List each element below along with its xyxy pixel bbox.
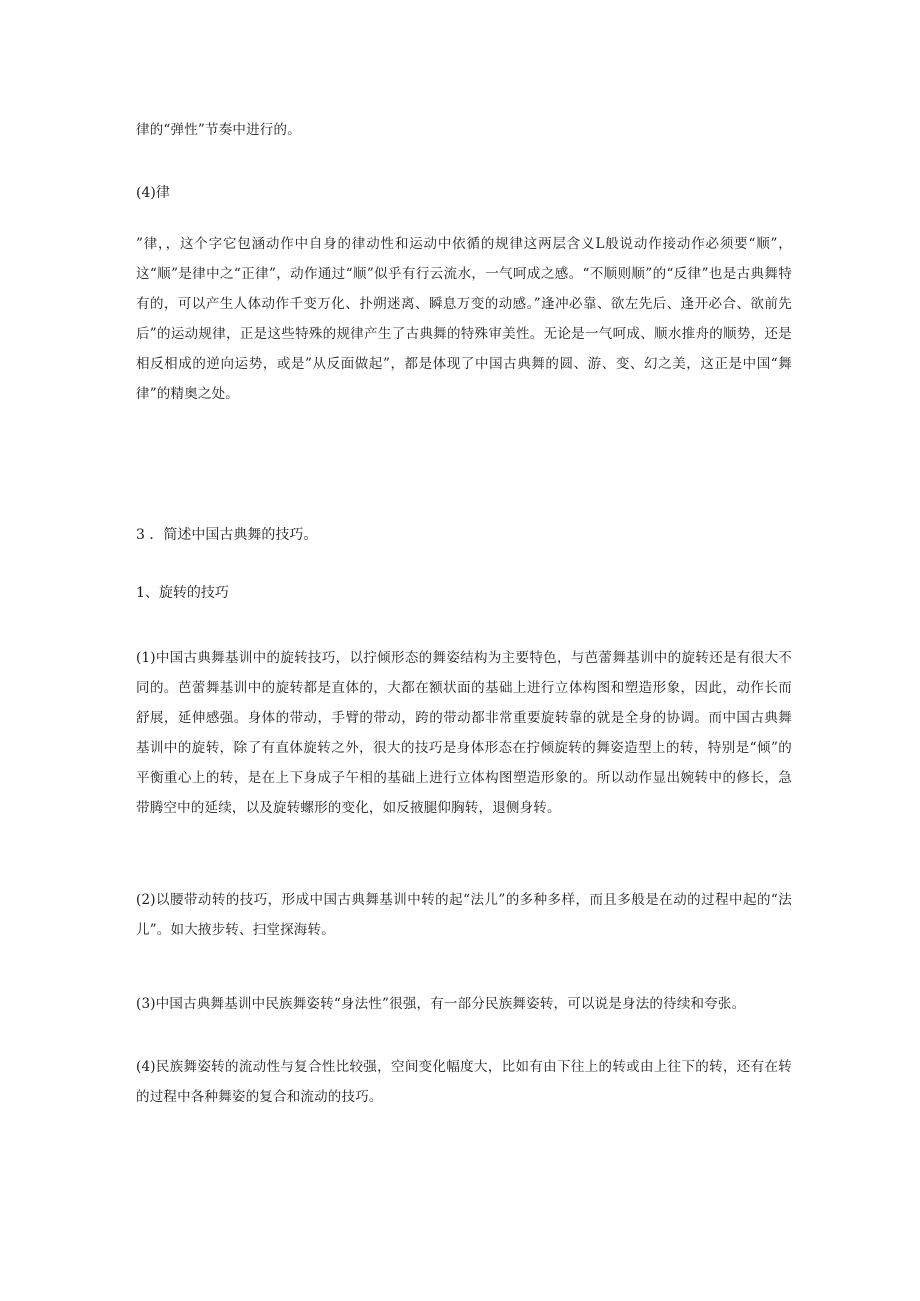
spin-paragraph-1: (1)中国古典舞基训中的旋转技巧，以拧倾形态的舞姿结构为主要特色，与芭蕾舞基训中的旋转还是有很大不同的。芭蕾舞基训中的旋转都是直体的，大都在额状面的基础上进行立体构图和塑造形象，因此，动作长而舒展，延伸感强。身体的带动，手臂的带动，跨的带动都非常重要旋转靠的就是全身的协调。而中国古典舞基训中的旋转，除了有直体旋转之外，很大的技巧是身体形态在拧倾旋转的舞姿造型上的转，特别是“倾”的平衡重心上的转，是在上下身成子午相的基础上进行立体构图塑造形象的。所以动作显出婉转中的修长，急带腾空中的延续，以及旋转螺形的变化，如反掖腿仰胸转，退侧身转。	[136, 650, 792, 816]
section-heading-4-lv: (4)律	[136, 185, 170, 201]
spin-paragraph-2: (2)以腰带动转的技巧，形成中国古典舞基训中转的起“法儿”的多种多样，而且多般是在动的过程中起的“法儿”。如大掖步转、扫堂探海转。	[136, 892, 792, 938]
spin-paragraph-4: (4)民族舞姿转的流动性与复合性比较强，空间变化幅度大，比如有由下往上的转或由上往下的转，还有在转的过程中各种舞姿的复合和流动的技巧。	[136, 1059, 792, 1105]
subheading-spin-technique: 1、旋转的技巧	[136, 585, 229, 601]
spin-paragraph-3: (3)中国古典舞基训中民族舞姿转“身法性”很强，有一部分民族舞姿转，可以说是身法的待续和夸张。	[136, 996, 746, 1012]
continuation-paragraph: 律的“弹性”节奏中进行的。	[136, 122, 301, 138]
question-heading-3: 3 ．简述中国古典舞的技巧。	[136, 527, 318, 543]
lv-paragraph: ”律，，这个字它包涵动作中自身的律动性和运动中依循的规律这两层含义L般说动作接动作必须要“顺”，这“顺”是律中之“正律”，动作通过“顺”似乎有行云流水，一气呵成之感。“不顺则顺”的“反律”也是古典舞特有的，可以产生人体动作千变万化、扑朔迷离、瞬息万变的动感。”逢冲必靠、欲左先后、逢开必合、欲前先后”的运动规律，正是这些特殊的规律产生了古典舞的特殊审美性。无论是一气呵成、顺水推舟的顺势，还是相反相成的逆向运势，或是”从反面做起”，都是体现了中国古典舞的圆、游、变、幻之美，这正是中国“舞律”的精奥之处。	[136, 236, 792, 402]
